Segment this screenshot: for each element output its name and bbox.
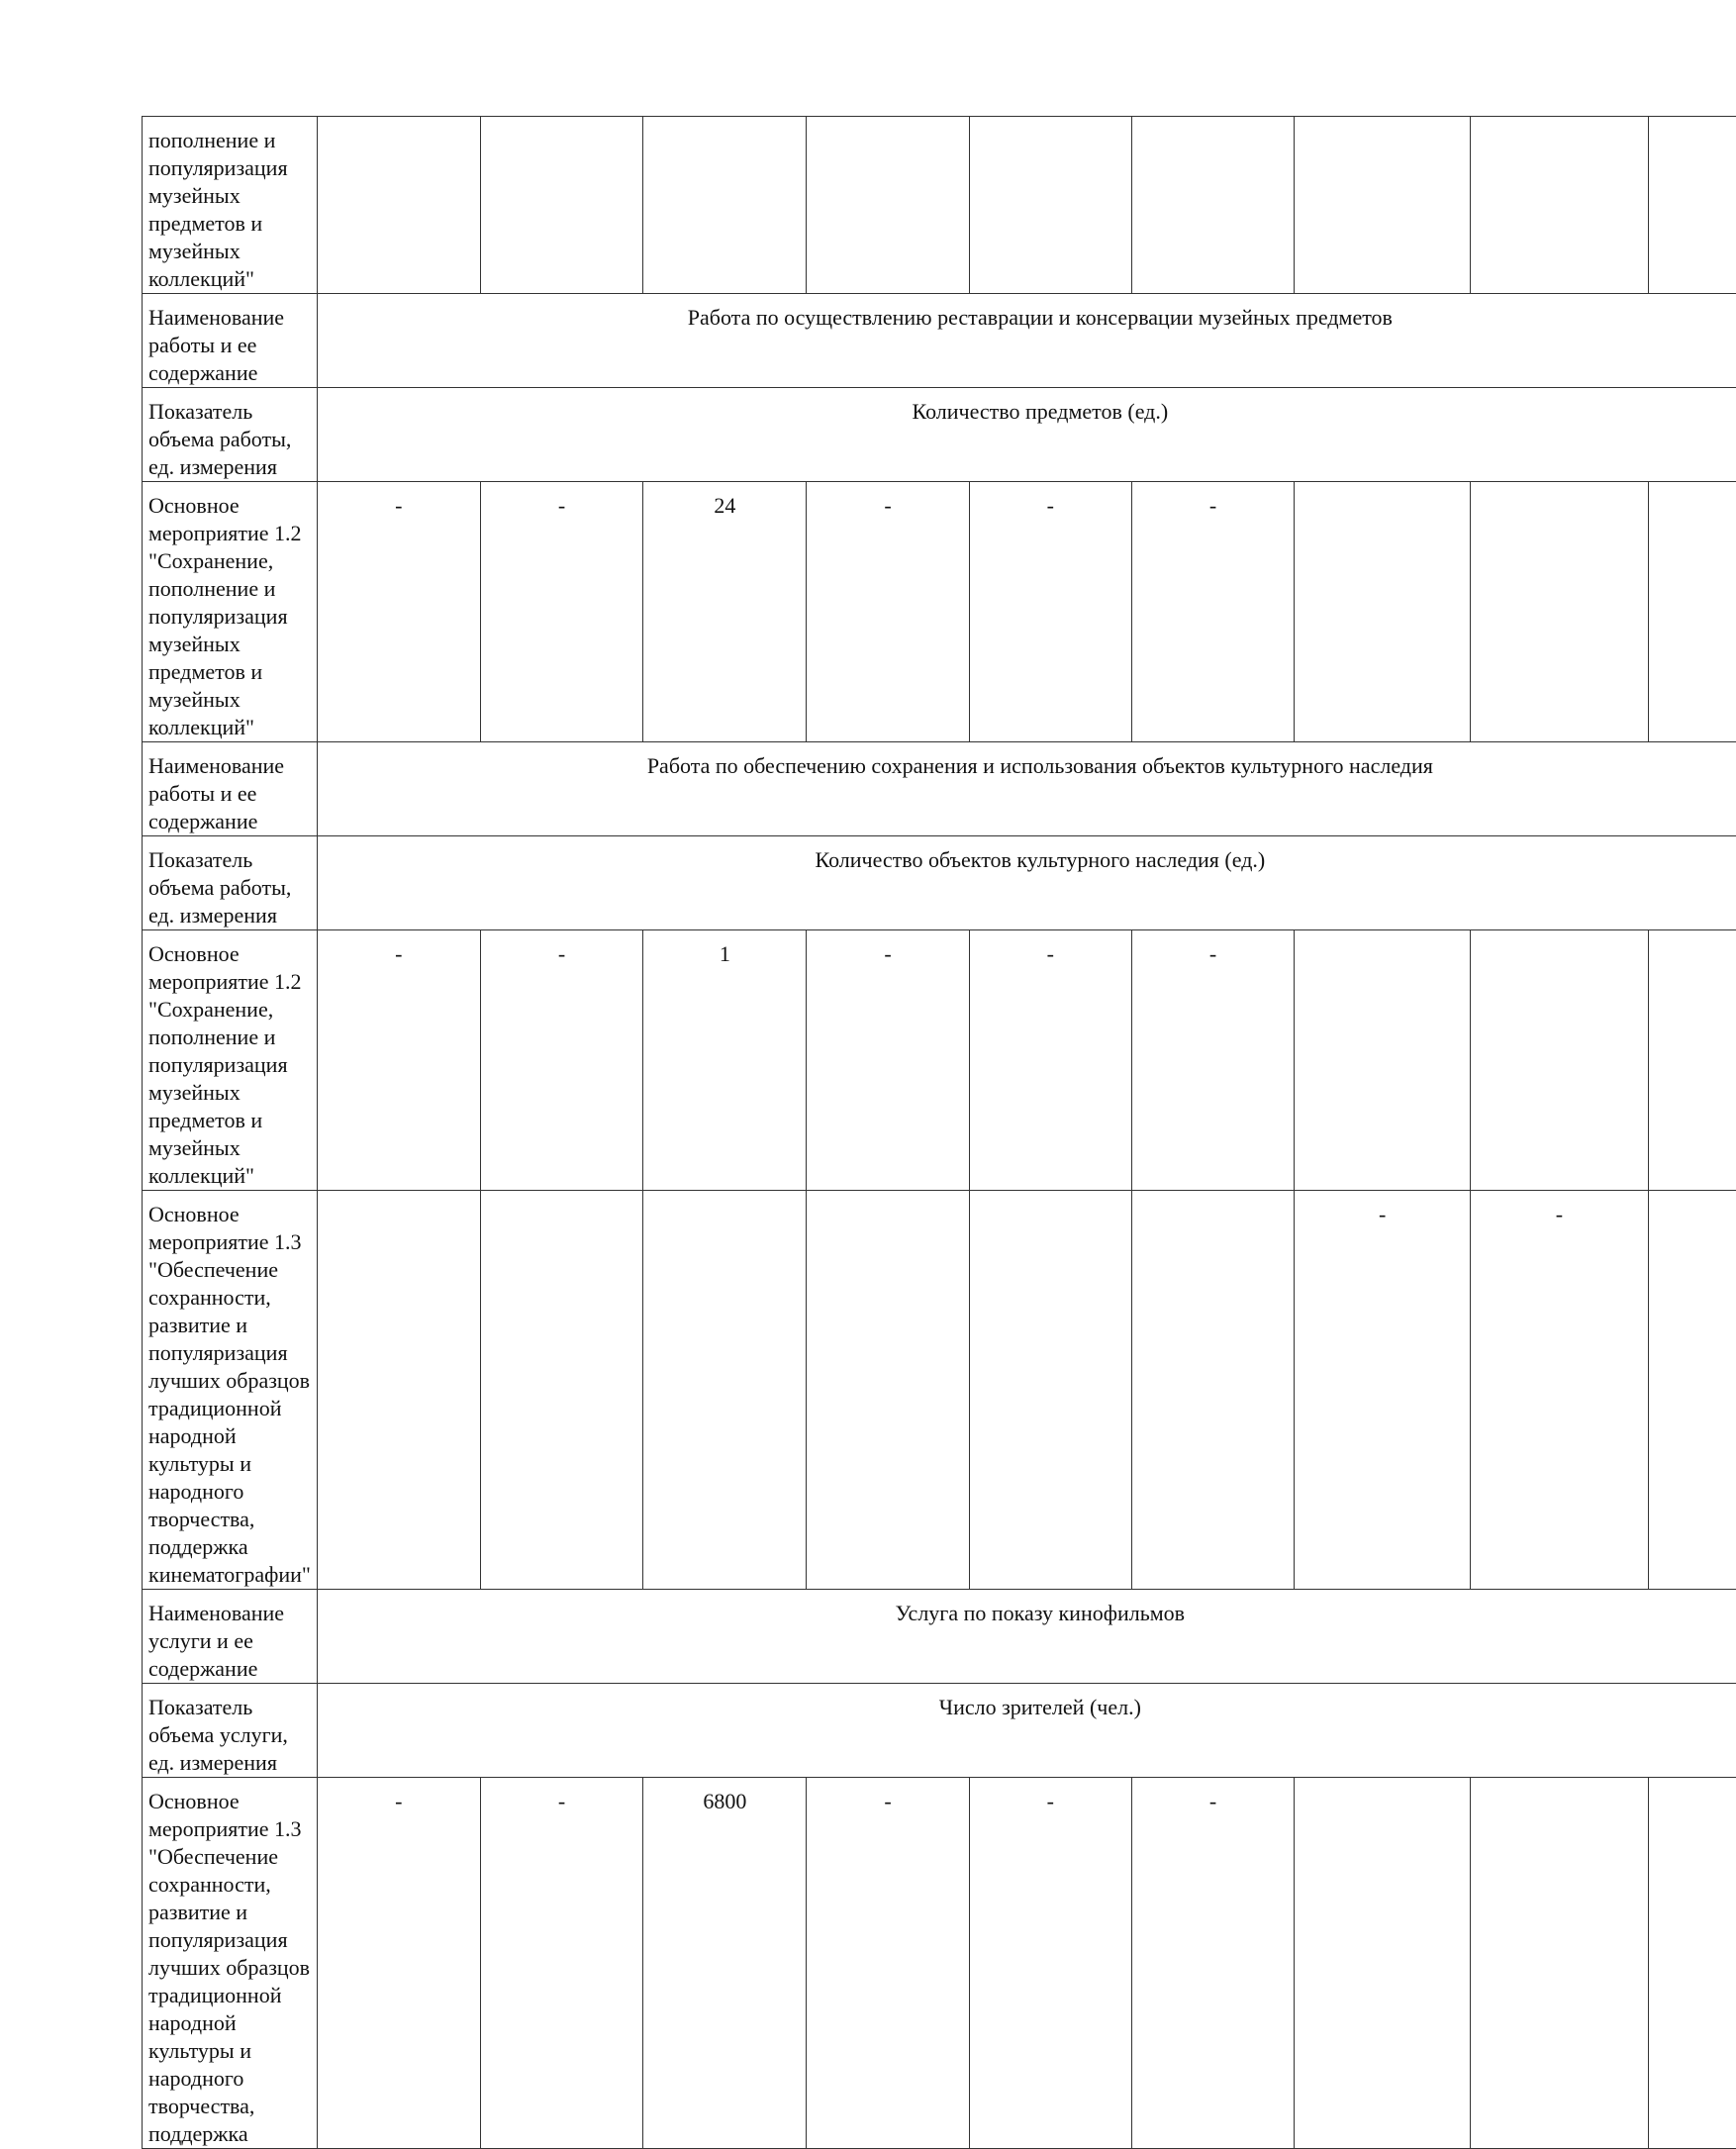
row-label: Основное мероприятие 1.2 "Сохранение, пополнение и популяризация музейных предметов и музейных коллекций" <box>143 482 318 742</box>
value-cell <box>643 1191 807 1590</box>
table-row <box>143 1684 1736 1778</box>
value-cell: 1 <box>643 930 807 1191</box>
row-label: Показатель объема работы, ед. измерения <box>143 388 318 482</box>
row-span-value <box>317 836 1736 930</box>
value-cell <box>1648 1191 1736 1590</box>
value-cell <box>1470 1778 1648 2149</box>
table-row <box>143 1191 1736 1590</box>
span-text: Число зрителей (чел.) <box>318 1694 1736 1721</box>
value-cell: - <box>1131 482 1295 742</box>
value-cell <box>1470 482 1648 742</box>
table-row <box>143 930 1736 1191</box>
value-cell: - <box>317 1778 480 2149</box>
value-cell: 6800 <box>643 1778 807 2149</box>
value-cell <box>317 1191 480 1590</box>
span-text: Услуга по показу кинофильмов <box>318 1600 1736 1627</box>
table-row <box>143 117 1736 294</box>
value-cell <box>1295 930 1471 1191</box>
row-label: Наименование работы и ее содержание <box>143 742 318 836</box>
value-cell: - <box>807 482 970 742</box>
value-cell <box>1648 930 1736 1191</box>
value-cell: - <box>317 930 480 1191</box>
table-row <box>143 742 1736 836</box>
row-label: Основное мероприятие 1.3 "Обеспечение сохранности, развитие и популяризация лучших образцов традиционной народной культуры и народного творчества, поддержка <box>143 1778 318 2149</box>
value-cell: - <box>807 930 970 1191</box>
value-cell: - <box>480 482 643 742</box>
value-cell <box>1648 117 1736 294</box>
row-span-value <box>317 388 1736 482</box>
value-cell <box>1131 1191 1295 1590</box>
row-label: пополнение и популяризация музейных предметов и музейных коллекций" <box>143 117 318 294</box>
value-cell <box>480 117 643 294</box>
value-cell: - <box>1295 1191 1471 1590</box>
span-text: Работа по обеспечению сохранения и использования объектов культурного наследия <box>318 752 1736 780</box>
value-cell: - <box>480 930 643 1191</box>
row-span-value <box>317 1684 1736 1778</box>
row-label: Наименование работы и ее содержание <box>143 294 318 388</box>
value-cell <box>969 1191 1131 1590</box>
value-cell: 24 <box>643 482 807 742</box>
span-text: Количество предметов (ед.) <box>318 398 1736 426</box>
value-cell <box>1131 117 1295 294</box>
row-label: Основное мероприятие 1.2 "Сохранение, пополнение и популяризация музейных предметов и музейных коллекций" <box>143 930 318 1191</box>
value-cell: - <box>969 930 1131 1191</box>
row-span-value <box>317 742 1736 836</box>
row-label: Показатель объема услуги, ед. измерения <box>143 1684 318 1778</box>
value-cell <box>1295 482 1471 742</box>
value-cell <box>969 117 1131 294</box>
table-row <box>143 1778 1736 2149</box>
span-text: Количество объектов культурного наследия (ед.) <box>318 846 1736 874</box>
value-cell <box>1295 1778 1471 2149</box>
span-text: Работа по осуществлению реставрации и консервации музейных предметов <box>318 304 1736 332</box>
table-row <box>143 388 1736 482</box>
value-cell <box>807 1191 970 1590</box>
row-label: Основное мероприятие 1.3 "Обеспечение сохранности, развитие и популяризация лучших образцов традиционной народной культуры и народного творчества, поддержка кинематографии" <box>143 1191 318 1590</box>
value-cell <box>1470 117 1648 294</box>
value-cell <box>1470 930 1648 1191</box>
value-cell: - <box>969 1778 1131 2149</box>
value-cell <box>1295 117 1471 294</box>
value-cell: - <box>317 482 480 742</box>
table-row <box>143 1590 1736 1684</box>
value-cell <box>1648 482 1736 742</box>
value-cell <box>643 117 807 294</box>
row-label: Показатель объема работы, ед. измерения <box>143 836 318 930</box>
program-table <box>142 116 1736 2149</box>
table-row <box>143 836 1736 930</box>
value-cell <box>1648 1778 1736 2149</box>
value-cell: - <box>1470 1191 1648 1590</box>
value-cell <box>480 1191 643 1590</box>
value-cell: - <box>1131 1778 1295 2149</box>
table-row <box>143 482 1736 742</box>
table-row <box>143 294 1736 388</box>
value-cell: - <box>480 1778 643 2149</box>
value-cell <box>317 117 480 294</box>
row-span-value <box>317 1590 1736 1684</box>
value-cell: - <box>1131 930 1295 1191</box>
value-cell: - <box>807 1778 970 2149</box>
row-span-value <box>317 294 1736 388</box>
row-label: Наименование услуги и ее содержание <box>143 1590 318 1684</box>
value-cell <box>807 117 970 294</box>
value-cell: - <box>969 482 1131 742</box>
